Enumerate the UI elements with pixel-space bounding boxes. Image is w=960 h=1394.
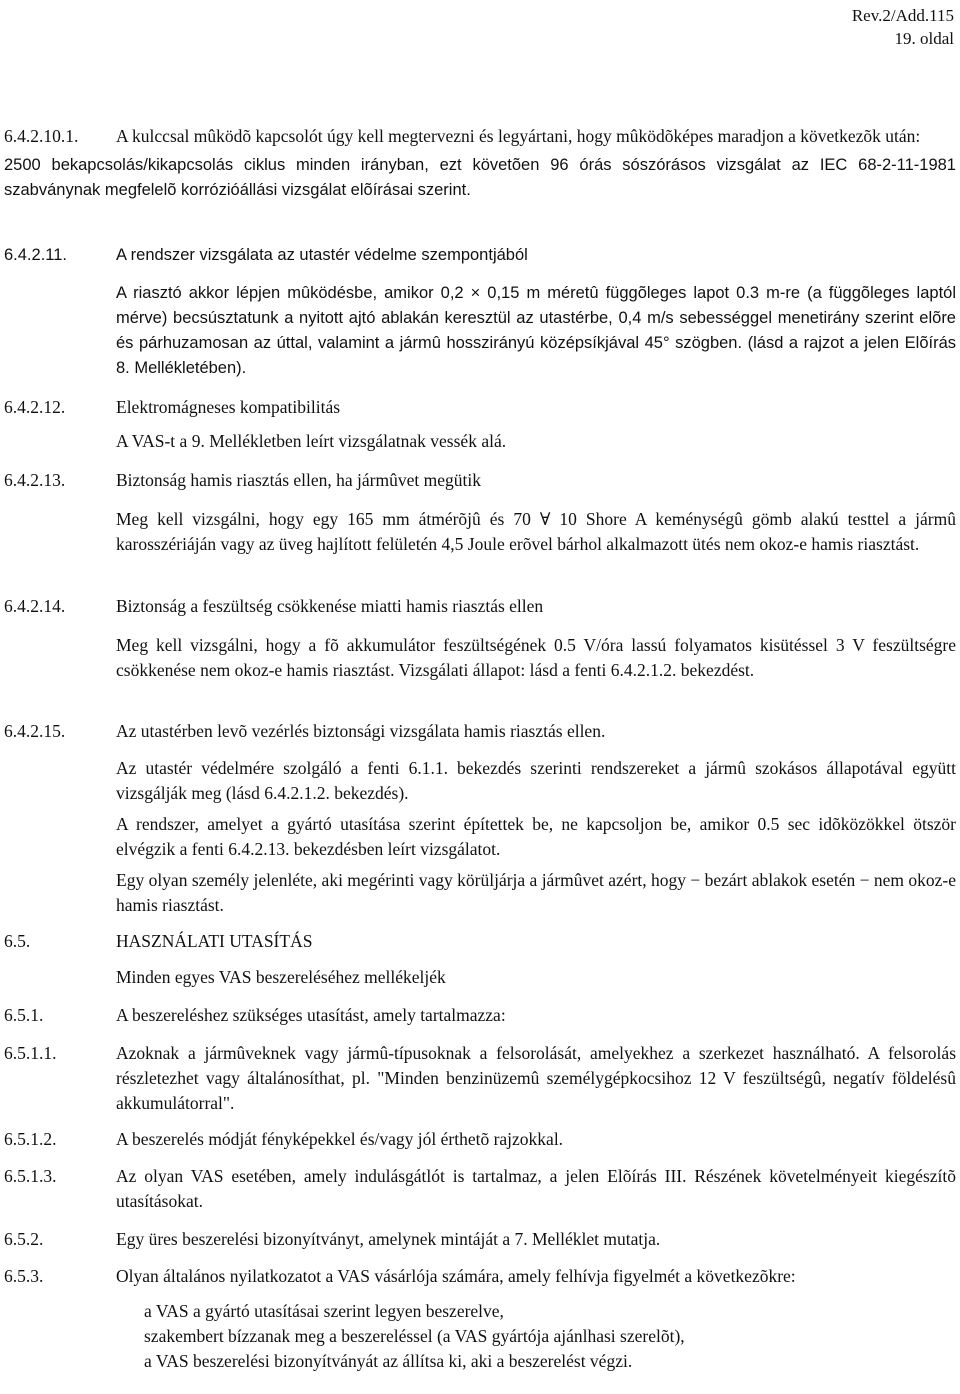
section-number: 6.5.1. [4,1005,44,1025]
section-number: 6.5.2. [4,1229,44,1249]
section-title: Az utastérben levõ vezérlés biztonsági vizsgálata hamis riasztás ellen. [116,721,606,741]
section-number: 6.4.2.10.1. [4,126,79,146]
page-number: 19. oldal [894,29,954,48]
section-6-5-1 [4,1003,956,1028]
section-6-4-2-11 [4,243,956,268]
section-6-4-2-10-1 [4,124,956,203]
list-item: a VAS beszerelési bizonyítványát az állítsa ki, aki a beszerelést végzi. [144,1351,633,1371]
section-6-4-2-15 [4,719,956,918]
section-paragraph-2: A rendszer, amelyet a gyártó utasítása szerint építettek be, ne kapcsoljon be, amikor 0.5 sec idõközökkel ötször elvégzik a fenti 6.4.2.13. bekezdésben leírt vizsgálatot. [116,814,956,859]
section-number: 6.5.3. [4,1266,44,1286]
section-text: A beszereléshez szükséges utasítást, amely tartalmazza: [116,1005,506,1025]
section-text: Az olyan VAS esetében, amely indulásgátlót is tartalmaz, a jelen Elõírás III. Részének követelményeit kiegészítõ utasításokat. [116,1166,956,1211]
section-text: A beszerelés módját fényképekkel és/vagy jól érthetõ rajzokkal. [116,1129,564,1149]
section-text: Azoknak a jármûveknek vagy jármû-típusoknak a felsorolását, amelyekhez a szerkezet használható. A felsorolás részletezhet vagy általánosíthat, pl. "Minden benzinüzemû személygépkocsihoz 12 V feszültségû, negatív földelésû akkumulátorral". [116,1043,956,1113]
section-number: 6.5.1.1. [4,1043,57,1063]
section-number: 6.5.1.3. [4,1166,57,1186]
section-text: A VAS-t a 9. Mellékletben leírt vizsgálatnak vessék alá. [116,431,507,451]
section-text: Egy üres beszerelési bizonyítványt, amelynek mintáját a 7. Melléklet mutatja. [116,1229,661,1249]
section-title: Elektromágneses kompatibilitás [116,397,341,417]
section-6-5-1-3 [4,1164,956,1214]
section-6-4-2-12 [4,395,956,454]
section-number: 6.4.2.14. [4,596,66,616]
section-paragraph-1: Az utastér védelmére szolgáló a fenti 6.1.1. bekezdés szerinti rendszereket a jármû szokásos állapotával együtt vizsgálják meg (lásd 6.4.2.1.2. bekezdés). [116,758,956,803]
section-6-4-2-11-text [4,281,956,381]
section-6-5-1-2 [4,1127,956,1152]
section-number: 6.5.1.2. [4,1129,57,1149]
section-6-5 [4,929,956,990]
section-number: 6.4.2.13. [4,470,66,490]
section-text: 2500 bekapcsolás/kikapcsolás ciklus minden irányban, ezt követõen 96 órás sószórásos vizsgálat az IEC 68-2-11-1981 szabványnak megfelelõ korrózióállási vizsgálat elõírásai szerint. [4,156,956,199]
section-text: Olyan általános nyilatkozatot a VAS vásárlója számára, amely felhívja figyelmét a következõkre: [116,1266,796,1286]
section-number: 6.4.2.11. [4,246,67,264]
section-6-5-3 [4,1264,956,1374]
section-title: Biztonság hamis riasztás ellen, ha jármûvet megütik [116,470,481,490]
section-text: A riasztó akkor lépjen mûködésbe, amikor 0,2 × 0,15 m méretû függõleges lapot 0.3 m-re (a függõleges laptól mérve) becsúsztatunk a nyitott ajtó ablakán keresztül az utastérbe, 0,4 m/s sebességgel menetirány szerint elõre és párhuzamosan az úttal, valamint a jármû hosszirányú középsíkjával 45° szögben. (lásd a rajzot a jelen Elõírás 8. Mellékletében). [116,284,956,377]
section-title: A rendszer vizsgálata az utastér védelme szempontjából [116,246,528,264]
revision-label: Rev.2/Add.115 [851,6,954,25]
section-6-5-1-1 [4,1041,956,1116]
section-title: HASZNÁLATI UTASÍTÁS [116,931,313,951]
section-text: Meg kell vizsgálni, hogy a fõ akkumulátor feszültségének 0.5 V/óra lassú folyamatos kisütéssel 3 V feszültségre csökkenése nem okoz-e hamis riasztást. Vizsgálati állapot: lásd a fenti 6.4.2.1.2. bekezdést. [116,635,956,680]
section-paragraph-3: Egy olyan személy jelenléte, aki megérinti vagy körüljárja a jármûvet azért, hogy − bezárt ablakok esetén − nem okoz-e hamis riasztást. [116,870,956,915]
list-item: a VAS a gyártó utasításai szerint legyen beszerelve, [144,1301,504,1321]
section-text: Minden egyes VAS beszereléséhez mellékeljék [116,967,446,987]
section-text: Meg kell vizsgálni, hogy egy 165 mm átmérõjû és 70 ∀ 10 Shore A keménységû gömb alakú testtel a jármû karosszériáján vagy az üveg hajlított felületén 4,5 Joule erõvel bárhol alkalmazott ütés nem okoz-e hamis riasztást. [116,509,956,554]
page-header [852,4,954,50]
section-6-4-2-13 [4,468,956,557]
section-title: Biztonság a feszültség csökkenése miatti hamis riasztás ellen [116,596,544,616]
declaration-list [144,1299,956,1374]
section-number: 6.4.2.15. [4,721,66,741]
section-6-4-2-14 [4,594,956,683]
section-intro: A kulccsal mûködõ kapcsolót úgy kell megtervezni és legyártani, hogy mûködõképes maradjon a következõk után: [116,126,921,146]
section-number: 6.5. [4,931,31,951]
section-6-5-2 [4,1227,956,1252]
section-number: 6.4.2.12. [4,397,66,417]
list-item: szakembert bízzanak meg a beszereléssel (a VAS gyártója ajánlhasi szerelõt), [144,1326,685,1346]
